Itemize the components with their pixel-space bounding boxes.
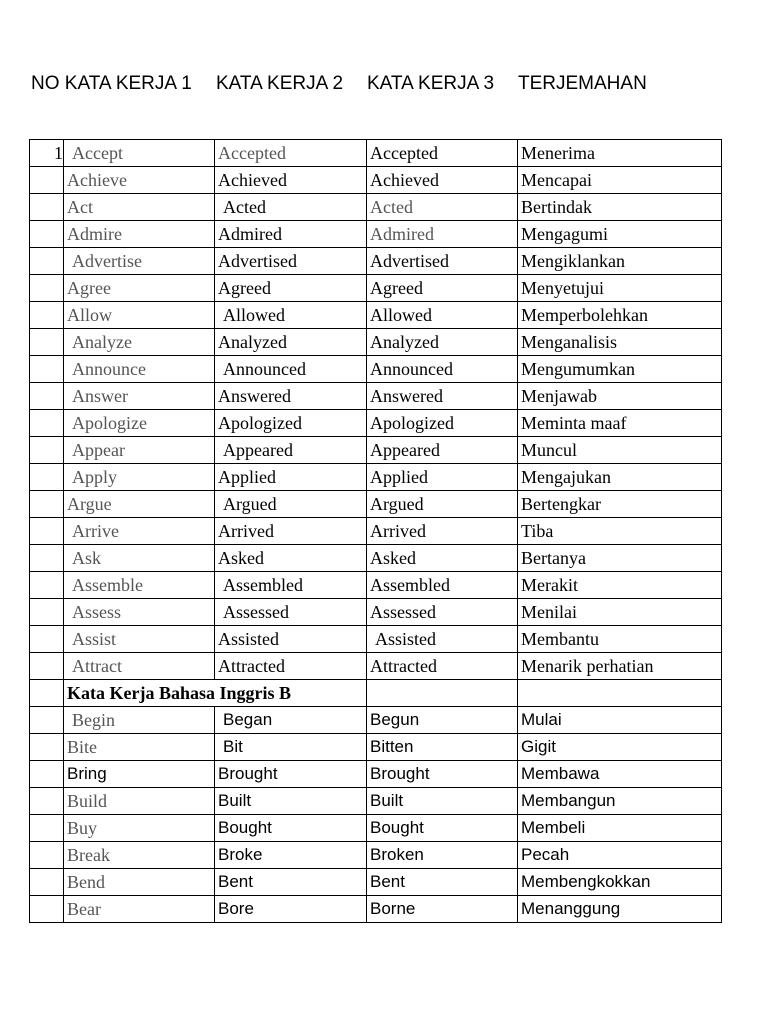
section-b	[30, 680, 722, 707]
table-row	[30, 221, 722, 248]
row-number	[30, 356, 64, 383]
table-row	[30, 302, 722, 329]
verb-past-participle: Announced	[367, 356, 518, 383]
verb-translation: Bertanya	[518, 545, 722, 572]
verb-past-form: Advertised	[215, 248, 367, 275]
verb-base-form: Agree	[64, 275, 215, 302]
verb-past-form: Allowed	[215, 302, 367, 329]
verb-translation: Menilai	[518, 599, 722, 626]
table-row	[30, 572, 722, 599]
verb-past-participle: Acted	[367, 194, 518, 221]
row-number	[30, 302, 64, 329]
verb-translation: Memperbolehkan	[518, 302, 722, 329]
table-row	[30, 653, 722, 680]
table-row	[30, 275, 722, 302]
verb-base-form: Advertise	[64, 248, 215, 275]
table-row	[30, 788, 722, 815]
verb-base-form: Bite	[64, 734, 215, 761]
verb-past-form: Accepted	[215, 140, 367, 167]
verb-base-form: Build	[64, 788, 215, 815]
table-row	[30, 626, 722, 653]
verb-translation: Meminta maaf	[518, 410, 722, 437]
empty-cell	[367, 680, 518, 707]
table-row	[30, 491, 722, 518]
verb-base-form: Apply	[64, 464, 215, 491]
verb-past-form: Acted	[215, 194, 367, 221]
verb-table-body-a	[30, 140, 722, 680]
verb-base-form: Act	[64, 194, 215, 221]
verb-past-participle: Broken	[367, 842, 518, 869]
verb-base-form: Attract	[64, 653, 215, 680]
table-row	[30, 383, 722, 410]
verb-past-form: Applied	[215, 464, 367, 491]
verb-base-form: Break	[64, 842, 215, 869]
table-row	[30, 464, 722, 491]
header-no-kata-kerja-1: NO KATA KERJA 1	[31, 73, 192, 94]
verb-translation: Mengiklankan	[518, 248, 722, 275]
verb-base-form: Ask	[64, 545, 215, 572]
verb-translation: Merakit	[518, 572, 722, 599]
table-row	[30, 167, 722, 194]
verb-translation: Bertengkar	[518, 491, 722, 518]
row-number	[30, 653, 64, 680]
verb-past-form: Bent	[215, 869, 367, 896]
row-number	[30, 896, 64, 923]
verb-translation: Tiba	[518, 518, 722, 545]
verb-past-form: Appeared	[215, 437, 367, 464]
verb-past-participle: Analyzed	[367, 329, 518, 356]
verb-base-form: Achieve	[64, 167, 215, 194]
verb-past-participle: Achieved	[367, 167, 518, 194]
verb-past-form: Announced	[215, 356, 367, 383]
verb-base-form: Appear	[64, 437, 215, 464]
table-row	[30, 518, 722, 545]
table-row	[30, 545, 722, 572]
row-number	[30, 410, 64, 437]
column-headers	[0, 73, 768, 99]
verb-past-participle: Advertised	[367, 248, 518, 275]
table-row	[30, 815, 722, 842]
verb-translation: Muncul	[518, 437, 722, 464]
row-number	[30, 383, 64, 410]
verb-past-form: Agreed	[215, 275, 367, 302]
verb-past-form: Built	[215, 788, 367, 815]
row-number	[30, 248, 64, 275]
table-row	[30, 869, 722, 896]
verb-base-form: Assist	[64, 626, 215, 653]
verb-translation: Mengumumkan	[518, 356, 722, 383]
verb-past-form: Attracted	[215, 653, 367, 680]
verb-past-form: Bore	[215, 896, 367, 923]
verb-base-form: Begin	[64, 707, 215, 734]
header-kata-kerja-2: KATA KERJA 2	[216, 73, 344, 94]
row-number	[30, 545, 64, 572]
row-number	[30, 761, 64, 788]
verb-past-participle: Admired	[367, 221, 518, 248]
verb-past-participle: Borne	[367, 896, 518, 923]
verb-base-form: Assess	[64, 599, 215, 626]
verb-past-form: Achieved	[215, 167, 367, 194]
verb-translation: Menjawab	[518, 383, 722, 410]
verb-past-form: Began	[215, 707, 367, 734]
verb-past-participle: Appeared	[367, 437, 518, 464]
verb-base-form: Accept	[64, 140, 215, 167]
table-row	[30, 437, 722, 464]
verb-past-participle: Agreed	[367, 275, 518, 302]
table-row	[30, 194, 722, 221]
verb-past-participle: Arrived	[367, 518, 518, 545]
header-terjemahan: TERJEMAHAN	[518, 73, 647, 94]
row-number	[30, 869, 64, 896]
row-number	[30, 734, 64, 761]
row-number	[30, 518, 64, 545]
verb-past-participle: Allowed	[367, 302, 518, 329]
table-row	[30, 329, 722, 356]
verb-base-form: Arrive	[64, 518, 215, 545]
verb-translation: Mengajukan	[518, 464, 722, 491]
row-number	[30, 329, 64, 356]
row-number	[30, 815, 64, 842]
verb-past-form: Assisted	[215, 626, 367, 653]
verb-base-form: Analyze	[64, 329, 215, 356]
verb-base-form: Apologize	[64, 410, 215, 437]
verb-past-form: Assembled	[215, 572, 367, 599]
verb-past-form: Admired	[215, 221, 367, 248]
verb-table	[29, 139, 722, 923]
row-number	[30, 275, 64, 302]
row-number	[30, 464, 64, 491]
table-row	[30, 707, 722, 734]
verb-past-participle: Brought	[367, 761, 518, 788]
verb-past-participle: Attracted	[367, 653, 518, 680]
verb-translation: Mulai	[518, 707, 722, 734]
verb-past-form: Bought	[215, 815, 367, 842]
verb-translation: Pecah	[518, 842, 722, 869]
verb-base-form: Bear	[64, 896, 215, 923]
verb-past-participle: Bought	[367, 815, 518, 842]
row-number	[30, 788, 64, 815]
section-title: Kata Kerja Bahasa Inggris B	[64, 680, 367, 707]
verb-translation: Membantu	[518, 626, 722, 653]
table-row	[30, 599, 722, 626]
row-number	[30, 680, 64, 707]
verb-past-participle: Begun	[367, 707, 518, 734]
verb-translation: Menarik perhatian	[518, 653, 722, 680]
table-row	[30, 896, 722, 923]
verb-past-participle: Applied	[367, 464, 518, 491]
verb-translation: Bertindak	[518, 194, 722, 221]
verb-translation: Membeli	[518, 815, 722, 842]
verb-base-form: Buy	[64, 815, 215, 842]
table-row	[30, 140, 722, 167]
row-number: 1	[30, 140, 64, 167]
header-kata-kerja-3: KATA KERJA 3	[367, 73, 495, 94]
row-number	[30, 437, 64, 464]
row-number	[30, 599, 64, 626]
verb-translation: Menerima	[518, 140, 722, 167]
table-row	[30, 356, 722, 383]
verb-past-participle: Assessed	[367, 599, 518, 626]
verb-base-form: Assemble	[64, 572, 215, 599]
row-number	[30, 167, 64, 194]
verb-past-form: Argued	[215, 491, 367, 518]
verb-past-participle: Built	[367, 788, 518, 815]
verb-translation: Gigit	[518, 734, 722, 761]
verb-translation: Mengagumi	[518, 221, 722, 248]
table-row	[30, 734, 722, 761]
row-number	[30, 221, 64, 248]
verb-past-form: Brought	[215, 761, 367, 788]
verb-translation: Membangun	[518, 788, 722, 815]
verb-base-form: Admire	[64, 221, 215, 248]
verb-base-form: Allow	[64, 302, 215, 329]
verb-base-form: Answer	[64, 383, 215, 410]
verb-base-form: Bend	[64, 869, 215, 896]
table-row	[30, 410, 722, 437]
section-row	[30, 680, 722, 707]
table-row	[30, 842, 722, 869]
table-row	[30, 761, 722, 788]
verb-past-form: Apologized	[215, 410, 367, 437]
row-number	[30, 842, 64, 869]
table-row	[30, 248, 722, 275]
verb-past-form: Asked	[215, 545, 367, 572]
verb-translation: Menanggung	[518, 896, 722, 923]
verb-table-body-b	[30, 707, 722, 923]
verb-translation: Mencapai	[518, 167, 722, 194]
row-number	[30, 707, 64, 734]
verb-past-participle: Asked	[367, 545, 518, 572]
verb-translation: Membengkokkan	[518, 869, 722, 896]
verb-base-form: Announce	[64, 356, 215, 383]
verb-past-form: Analyzed	[215, 329, 367, 356]
verb-past-participle: Bitten	[367, 734, 518, 761]
row-number	[30, 194, 64, 221]
row-number	[30, 491, 64, 518]
verb-translation: Menyetujui	[518, 275, 722, 302]
verb-past-form: Answered	[215, 383, 367, 410]
verb-base-form: Bring	[64, 761, 215, 788]
verb-past-form: Bit	[215, 734, 367, 761]
verb-past-participle: Assembled	[367, 572, 518, 599]
row-number	[30, 572, 64, 599]
verb-past-form: Arrived	[215, 518, 367, 545]
verb-base-form: Argue	[64, 491, 215, 518]
verb-past-form: Broke	[215, 842, 367, 869]
verb-past-participle: Argued	[367, 491, 518, 518]
empty-cell	[518, 680, 722, 707]
verb-past-form: Assessed	[215, 599, 367, 626]
row-number	[30, 626, 64, 653]
verb-past-participle: Answered	[367, 383, 518, 410]
verb-past-participle: Apologized	[367, 410, 518, 437]
verb-translation: Membawa	[518, 761, 722, 788]
verb-past-participle: Accepted	[367, 140, 518, 167]
verb-past-participle: Assisted	[367, 626, 518, 653]
verb-translation: Menganalisis	[518, 329, 722, 356]
verb-past-participle: Bent	[367, 869, 518, 896]
